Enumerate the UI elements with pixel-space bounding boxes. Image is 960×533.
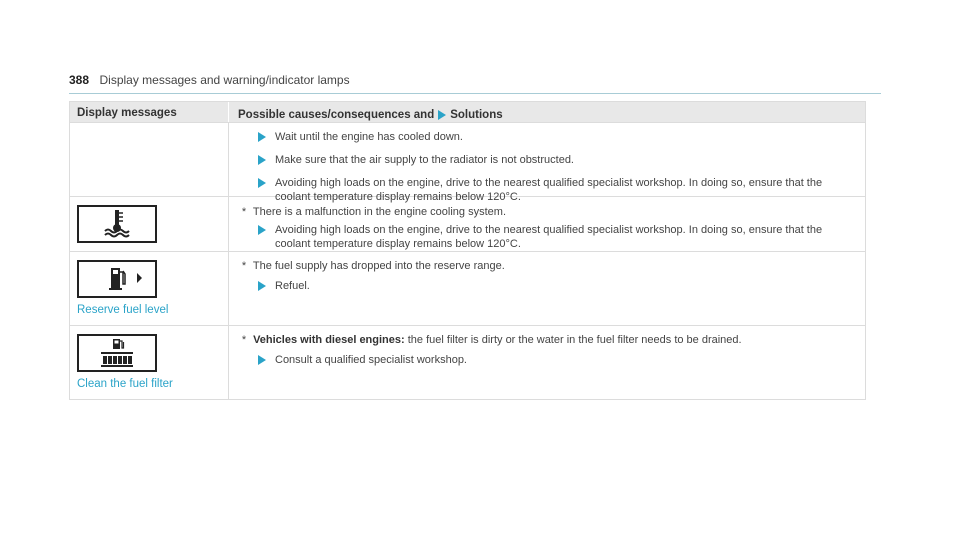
page-number: 388: [69, 73, 90, 87]
arrow-right-icon: [258, 132, 266, 142]
col-solutions-header-text: Solutions: [450, 108, 503, 121]
page-header: [69, 71, 881, 94]
col-causes-header-text: Possible causes/consequences and: [238, 108, 435, 121]
solution-step: Consult a qualified specialist workshop.: [238, 353, 845, 367]
table-header: [70, 102, 865, 122]
solution-step: Avoiding high loads on the engine, drive to the nearest qualified specialist workshop. In doing so, ensure that the coolant temperature display remains below 120°C.: [238, 176, 845, 204]
asterisk-icon: *: [241, 206, 247, 218]
fuel-pump-icon: [77, 260, 157, 298]
solution-step: Refuel.: [238, 279, 845, 293]
table-row: [70, 196, 865, 251]
solution-step: Make sure that the air supply to the radiator is not obstructed.: [238, 153, 845, 167]
col-display-messages-header: Display messages: [70, 102, 229, 122]
diesel-engines-label: Vehicles with diesel engines:: [253, 334, 405, 346]
reserve-fuel-level-label: Reserve fuel level: [77, 304, 169, 316]
arrow-right-icon: [258, 155, 266, 165]
table-row: [70, 251, 865, 325]
table-row: [70, 325, 865, 399]
cause-bullet: * The fuel supply has dropped into the reserve range.: [238, 259, 845, 273]
display-message-cell: [70, 123, 229, 196]
display-message-cell: [70, 326, 229, 399]
arrow-right-icon: [258, 355, 266, 365]
page-title: Display messages and warning/indicator lamps: [99, 73, 350, 87]
fuel-filter-icon: [77, 334, 157, 372]
asterisk-icon: *: [241, 260, 247, 272]
col-causes-header: [229, 102, 865, 122]
solution-cell: [229, 326, 865, 399]
solution-cell: [229, 197, 865, 251]
table-row: [70, 122, 865, 203]
solution-cell: [229, 252, 865, 325]
arrow-right-icon: [258, 281, 266, 291]
clean-fuel-filter-label: Clean the fuel filter: [77, 378, 173, 390]
coolant-temperature-icon: [77, 205, 157, 243]
arrow-right-icon: [438, 110, 446, 120]
solution-step: Avoiding high loads on the engine, drive to the nearest qualified specialist workshop. In doing so, ensure that the coolant temperature display remains below 120°C.: [238, 223, 845, 251]
asterisk-icon: *: [241, 334, 247, 346]
arrow-right-icon: [258, 178, 266, 188]
display-messages-table: [69, 101, 866, 400]
solution-cell: [229, 123, 865, 203]
cause-bullet: * There is a malfunction in the engine cooling system.: [238, 205, 845, 219]
cause-bullet: * Vehicles with diesel engines: the fuel filter is dirty or the water in the fuel filter needs to be drained.: [238, 333, 845, 347]
solution-step: Wait until the engine has cooled down.: [238, 130, 845, 144]
display-message-cell: [70, 197, 229, 251]
display-message-cell: [70, 252, 229, 325]
arrow-right-icon: [258, 225, 266, 235]
